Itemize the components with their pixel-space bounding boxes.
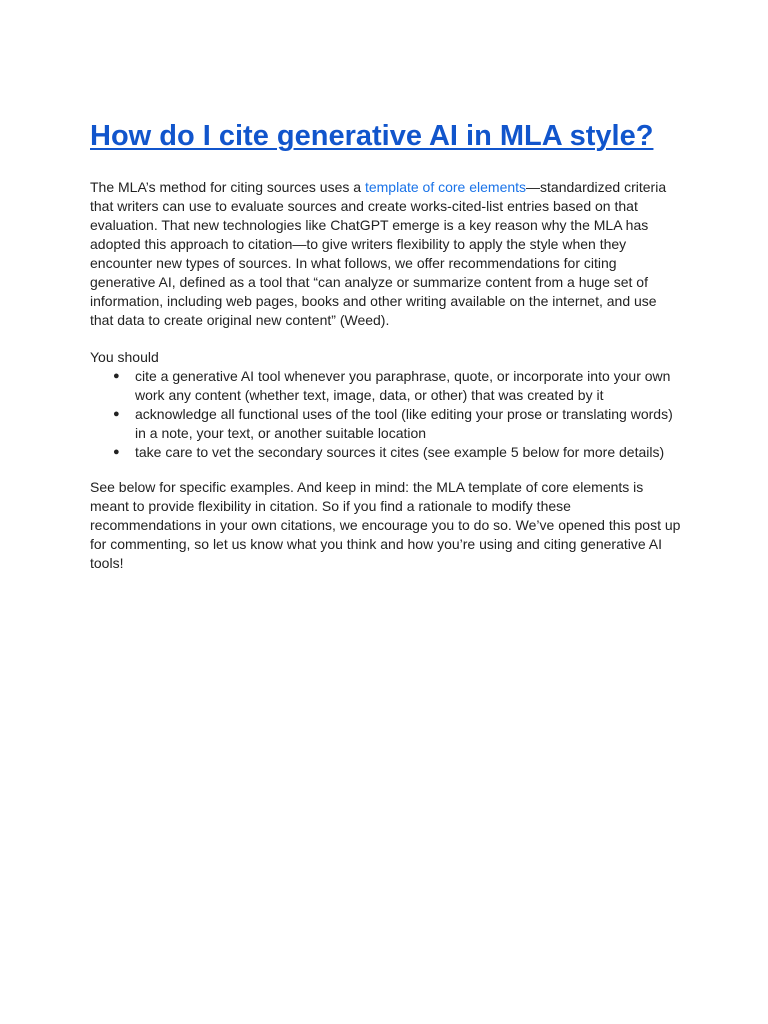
closing-paragraph: See below for specific examples. And keep in mind: the MLA template of core elements is meant to provide flexibility in citation. So if you find a rationale to modify these recommendations in your own citations, we encourage you to do so. We’ve opened this post up for commenting, so let us know what you think and how you’re using and citing generative AI tools! bbox=[90, 479, 681, 571]
intro-text-end: —standardized criteria that writers can use to evaluate sources and create works-cited-list entries based on that evaluation. That new technologies like ChatGPT emerge is a key reason why the MLA has adopted this approach to citation—to give writers flexibility to apply the style when they encounter new types of sources. In what follows, we offer recommendations for citing generative AI, defined as a tool that “can analyze or summarize content from a huge set of information, including web pages, books and other writing available on the internet, and use that data to create original new content” (Weed). bbox=[90, 179, 667, 328]
list-item-text: cite a generative AI tool whenever you paraphrase, quote, or incorporate into your own work any content (whether text, image, data, or other) that was created by it bbox=[135, 368, 671, 403]
intro-paragraph bbox=[90, 178, 682, 330]
list-lead-text: You should bbox=[90, 349, 159, 365]
list-item bbox=[113, 405, 682, 443]
bullet-icon: ● bbox=[113, 446, 120, 458]
bullet-icon: ● bbox=[113, 408, 120, 420]
list-item bbox=[113, 367, 682, 405]
document-page bbox=[90, 116, 682, 573]
bullet-icon: ● bbox=[113, 370, 120, 382]
recommendation-list bbox=[90, 367, 682, 462]
list-item-text: acknowledge all functional uses of the tool (like editing your prose or translating words) in a note, your text, or another suitable location bbox=[135, 406, 673, 441]
template-of-core-elements-link[interactable]: template of core elements bbox=[364, 179, 527, 195]
intro-text-start: The MLA’s method for citing sources uses a bbox=[90, 179, 365, 195]
page-title[interactable]: How do I cite generative AI in MLA style? bbox=[90, 120, 654, 152]
list-item bbox=[113, 443, 682, 462]
list-item-text: take care to vet the secondary sources it cites (see example 5 below for more details) bbox=[135, 444, 665, 460]
